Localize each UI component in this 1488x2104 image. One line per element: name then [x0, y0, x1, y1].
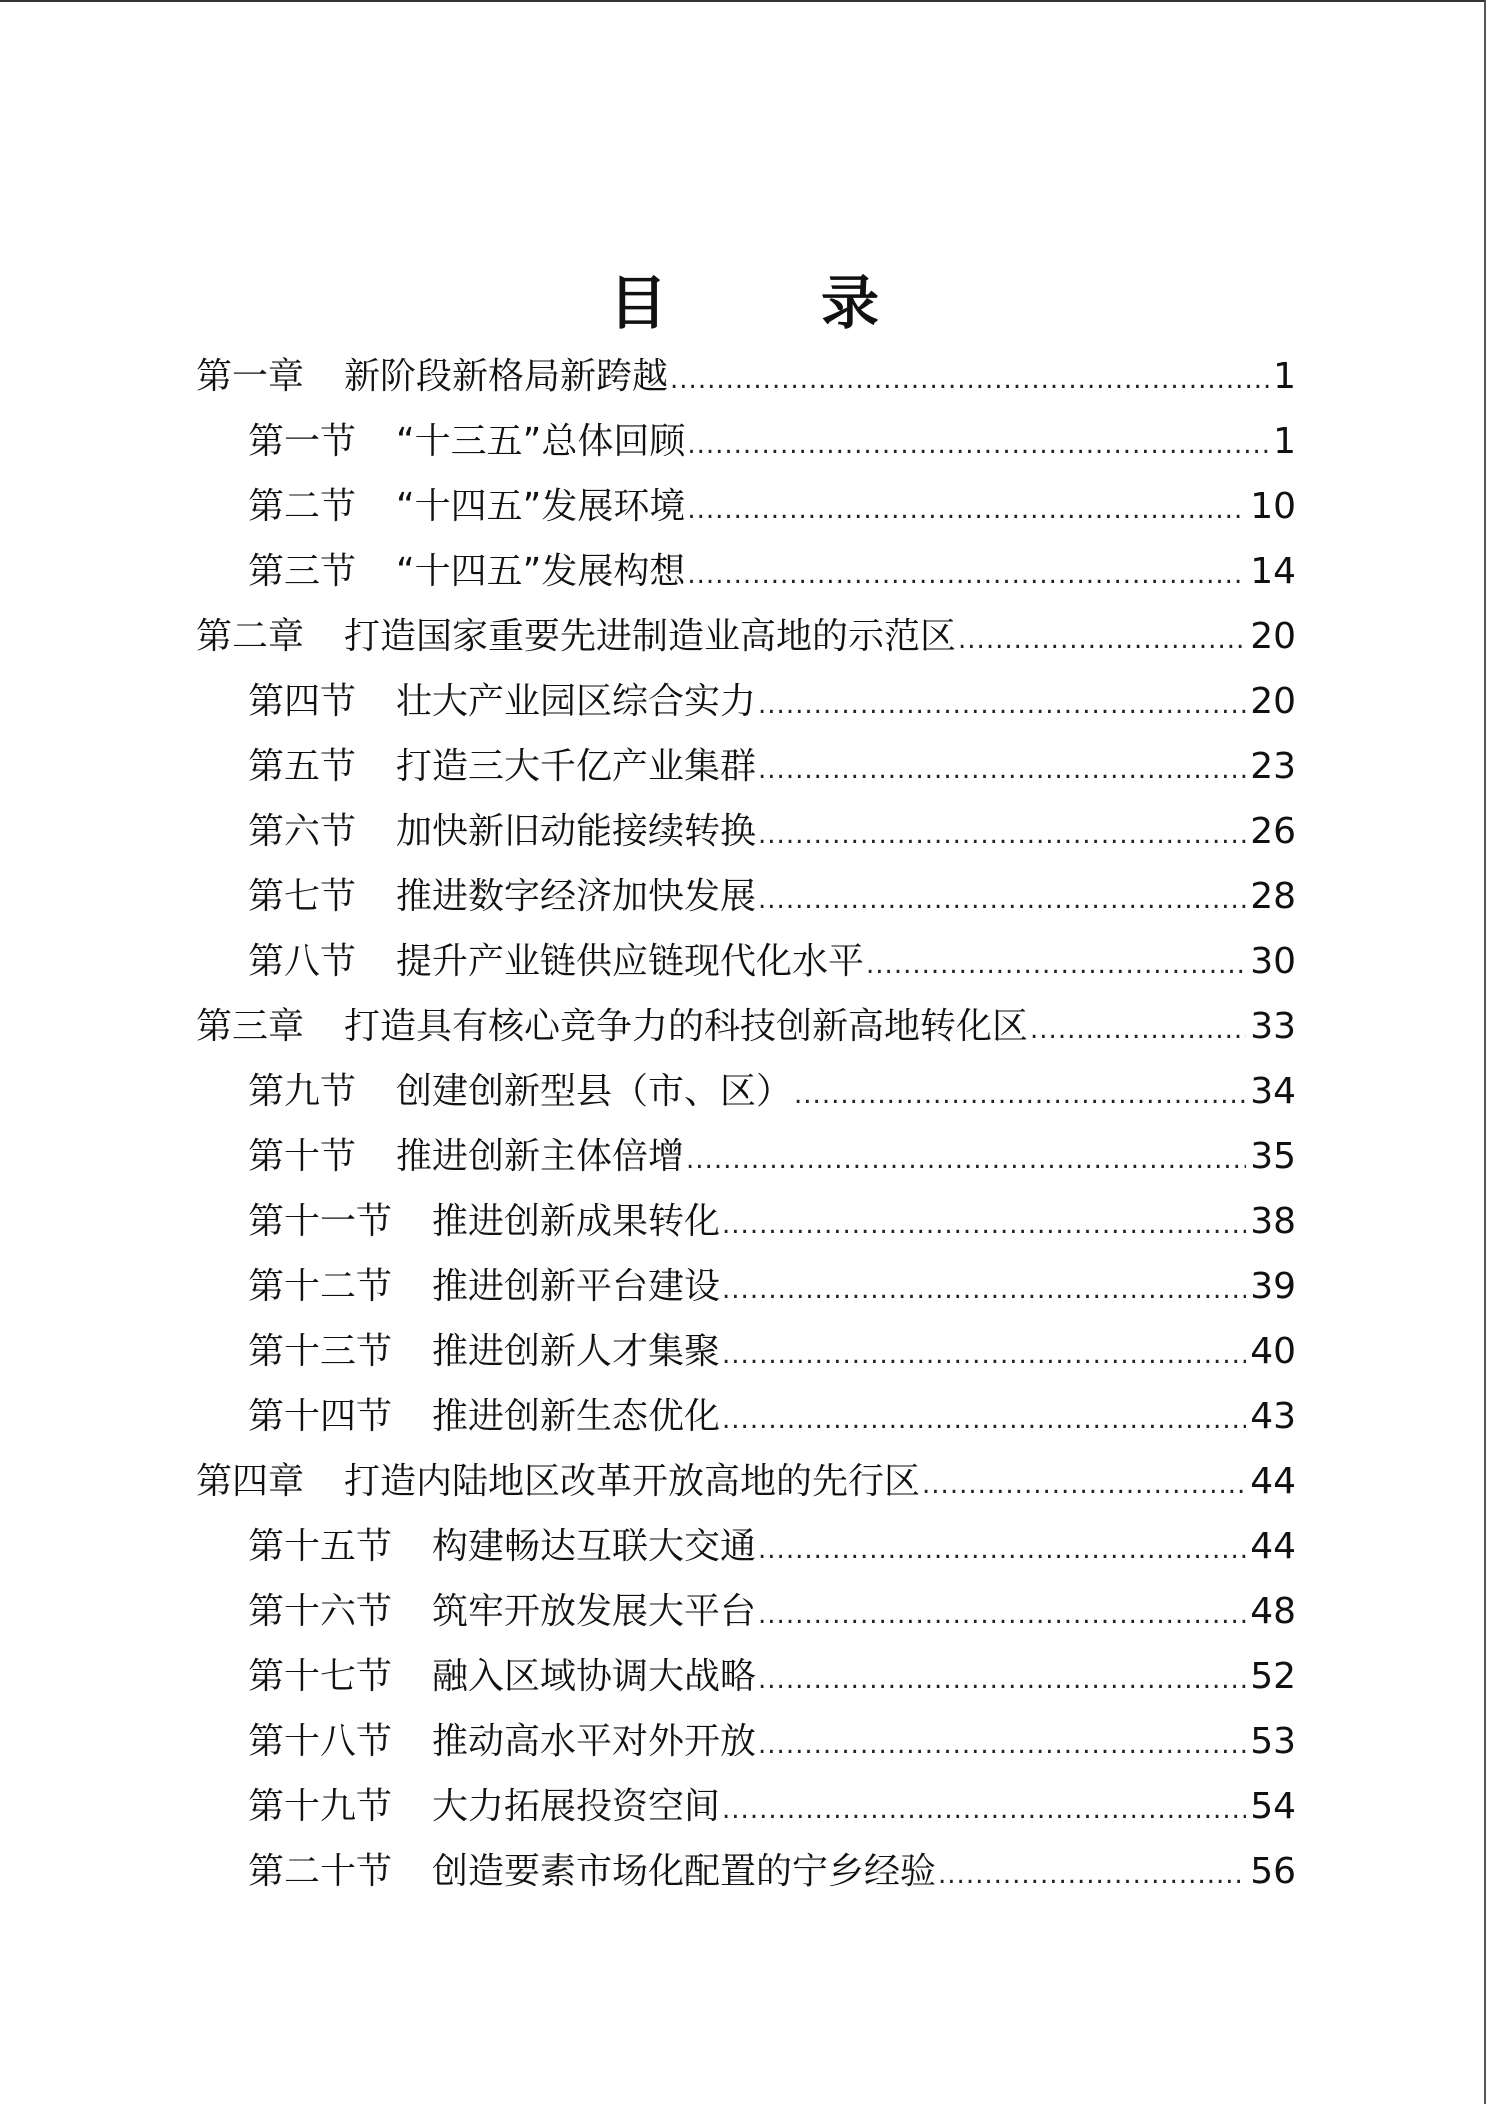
toc-dot-leader [686, 1128, 1246, 1193]
toc-entry-page-number: 44 [1250, 1461, 1296, 1502]
toc-dot-leader [1030, 998, 1246, 1063]
toc-entry-page-number: 30 [1250, 941, 1296, 982]
toc-entry-text: 打造具有核心竞争力的科技创新高地转化区 [344, 1006, 1029, 1047]
toc-entry-page-number: 54 [1250, 1786, 1296, 1827]
toc-entry-label: 第十节 [248, 1136, 357, 1177]
toc-entry-page-number: 56 [1250, 1851, 1296, 1892]
toc-entry-text: 推进创新平台建设 [432, 1266, 721, 1307]
toc-entry-text: 打造三大千亿产业集群 [396, 746, 757, 787]
toc-dot-leader [794, 1063, 1246, 1128]
toc-dot-leader [866, 933, 1246, 998]
toc-dot-leader [758, 1583, 1246, 1648]
toc-entry-label: 第十二节 [248, 1266, 393, 1307]
toc-entry-label: 第十五节 [248, 1526, 393, 1567]
toc-section-entry[interactable] [196, 669, 1296, 734]
toc-section-entry[interactable] [196, 1254, 1296, 1319]
toc-entry-text: 打造国家重要先进制造业高地的示范区 [344, 616, 957, 657]
toc-entry-label: 第七节 [248, 876, 357, 917]
toc-section-entry[interactable] [196, 474, 1296, 539]
toc-dot-leader [758, 673, 1246, 738]
toc-entry-label: 第十八节 [248, 1721, 393, 1762]
toc-section-entry[interactable] [196, 539, 1296, 604]
toc-dot-leader [722, 1778, 1246, 1843]
toc-entry-label: 第十六节 [248, 1591, 393, 1632]
toc-entry-label: 第十三节 [248, 1331, 393, 1372]
toc-section-entry[interactable] [196, 1319, 1296, 1384]
toc-entry-page-number: 26 [1250, 811, 1296, 852]
toc-section-entry[interactable] [196, 1189, 1296, 1254]
toc-entry-text: 加快新旧动能接续转换 [396, 811, 757, 852]
toc-section-entry[interactable] [196, 1124, 1296, 1189]
toc-entry-page-number: 20 [1250, 616, 1296, 657]
toc-dot-leader [958, 608, 1246, 673]
toc-section-entry[interactable] [196, 929, 1296, 994]
toc-entry-label: 第十一节 [248, 1201, 393, 1242]
toc-entry-text: 壮大产业园区综合实力 [396, 681, 757, 722]
toc-chapter-entry[interactable] [196, 344, 1296, 409]
toc-section-entry[interactable] [196, 1839, 1296, 1904]
toc-dot-leader [670, 348, 1269, 413]
toc-entry-text: 新阶段新格局新跨越 [344, 356, 669, 397]
toc-dot-leader [938, 1843, 1246, 1908]
toc-entry-page-number: 40 [1250, 1331, 1296, 1372]
toc-entry-page-number: 1 [1273, 421, 1296, 462]
toc-section-entry[interactable] [196, 864, 1296, 929]
toc-entry-page-number: 48 [1250, 1591, 1296, 1632]
toc-title: 目 录 [608, 268, 927, 337]
toc-entry-page-number: 10 [1250, 486, 1296, 527]
toc-dot-leader [758, 1648, 1246, 1713]
toc-section-entry[interactable] [196, 799, 1296, 864]
toc-chapter-entry[interactable] [196, 604, 1296, 669]
toc-dot-leader [722, 1388, 1246, 1453]
toc-section-entry[interactable] [196, 1774, 1296, 1839]
toc-entry-label: 第九节 [248, 1071, 357, 1112]
toc-entry-page-number: 43 [1250, 1396, 1296, 1437]
toc-dot-leader [687, 413, 1269, 478]
toc-dot-leader [687, 478, 1246, 543]
toc-entry-text: 融入区域协调大战略 [432, 1656, 757, 1697]
toc-dot-leader [687, 543, 1246, 608]
toc-entry-label: 第四节 [248, 681, 357, 722]
toc-entry-label: 第一章 [196, 356, 305, 397]
toc-entry-label: 第一节 [248, 421, 357, 462]
toc-entry-label: 第三节 [248, 551, 357, 592]
toc-entry-page-number: 39 [1250, 1266, 1296, 1307]
toc-section-entry[interactable] [196, 409, 1296, 474]
toc-entry-text: 打造内陆地区改革开放高地的先行区 [344, 1461, 921, 1502]
toc-entry-label: 第六节 [248, 811, 357, 852]
toc-section-entry[interactable] [196, 734, 1296, 799]
toc-entry-label: 第五节 [248, 746, 357, 787]
toc-chapter-entry[interactable] [196, 994, 1296, 1059]
toc-entry-label: 第三章 [196, 1006, 305, 1047]
toc-entry-text: “十四五”发展环境 [396, 486, 686, 527]
toc-entry-page-number: 44 [1250, 1526, 1296, 1567]
toc-entry-label: 第二节 [248, 486, 357, 527]
toc-entry-text: 推进创新人才集聚 [432, 1331, 721, 1372]
toc-dot-leader [722, 1193, 1246, 1258]
toc-entry-page-number: 28 [1250, 876, 1296, 917]
toc-entry-text: 创建创新型县（市、区） [396, 1071, 793, 1112]
toc-entry-text: 推进创新主体倍增 [396, 1136, 685, 1177]
toc-dot-leader [758, 803, 1246, 868]
toc-section-entry[interactable] [196, 1709, 1296, 1774]
toc-dot-leader [758, 738, 1246, 803]
toc-entry-text: 推动高水平对外开放 [432, 1721, 757, 1762]
toc-entry-page-number: 52 [1250, 1656, 1296, 1697]
toc-entry-page-number: 38 [1250, 1201, 1296, 1242]
toc-entry-label: 第十九节 [248, 1786, 393, 1827]
toc-entry-label: 第二章 [196, 616, 305, 657]
toc-entry-label: 第十四节 [248, 1396, 393, 1437]
toc-entry-text: 提升产业链供应链现代化水平 [396, 941, 865, 982]
toc-section-entry[interactable] [196, 1579, 1296, 1644]
toc-dot-leader [722, 1323, 1246, 1388]
toc-section-entry[interactable] [196, 1059, 1296, 1124]
toc-dot-leader [758, 1518, 1246, 1583]
toc-dot-leader [922, 1453, 1246, 1518]
toc-entry-page-number: 33 [1250, 1006, 1296, 1047]
toc-section-entry[interactable] [196, 1384, 1296, 1449]
toc-entry-text: 创造要素市场化配置的宁乡经验 [432, 1851, 937, 1892]
toc-entry-label: 第十七节 [248, 1656, 393, 1697]
toc-entry-page-number: 1 [1273, 356, 1296, 397]
table-of-contents [196, 344, 1296, 1904]
toc-entry-text: “十四五”发展构想 [396, 551, 686, 592]
toc-entry-label: 第八节 [248, 941, 357, 982]
toc-entry-page-number: 34 [1250, 1071, 1296, 1112]
toc-entry-page-number: 35 [1250, 1136, 1296, 1177]
toc-entry-text: 推进创新生态优化 [432, 1396, 721, 1437]
toc-section-entry[interactable] [196, 1514, 1296, 1579]
toc-entry-text: 筑牢开放发展大平台 [432, 1591, 757, 1632]
toc-entry-text: 推进数字经济加快发展 [396, 876, 757, 917]
toc-entry-text: 推进创新成果转化 [432, 1201, 721, 1242]
toc-entry-page-number: 14 [1250, 551, 1296, 592]
toc-chapter-entry[interactable] [196, 1449, 1296, 1514]
toc-entry-page-number: 23 [1250, 746, 1296, 787]
toc-dot-leader [758, 1713, 1246, 1778]
toc-entry-text: 构建畅达互联大交通 [432, 1526, 757, 1567]
toc-entry-label: 第二十节 [248, 1851, 393, 1892]
toc-entry-page-number: 20 [1250, 681, 1296, 722]
toc-dot-leader [758, 868, 1246, 933]
toc-dot-leader [722, 1258, 1246, 1323]
toc-entry-text: “十三五”总体回顾 [396, 421, 686, 462]
toc-entry-label: 第四章 [196, 1461, 305, 1502]
toc-entry-page-number: 53 [1250, 1721, 1296, 1762]
toc-section-entry[interactable] [196, 1644, 1296, 1709]
toc-entry-text: 大力拓展投资空间 [432, 1786, 721, 1827]
